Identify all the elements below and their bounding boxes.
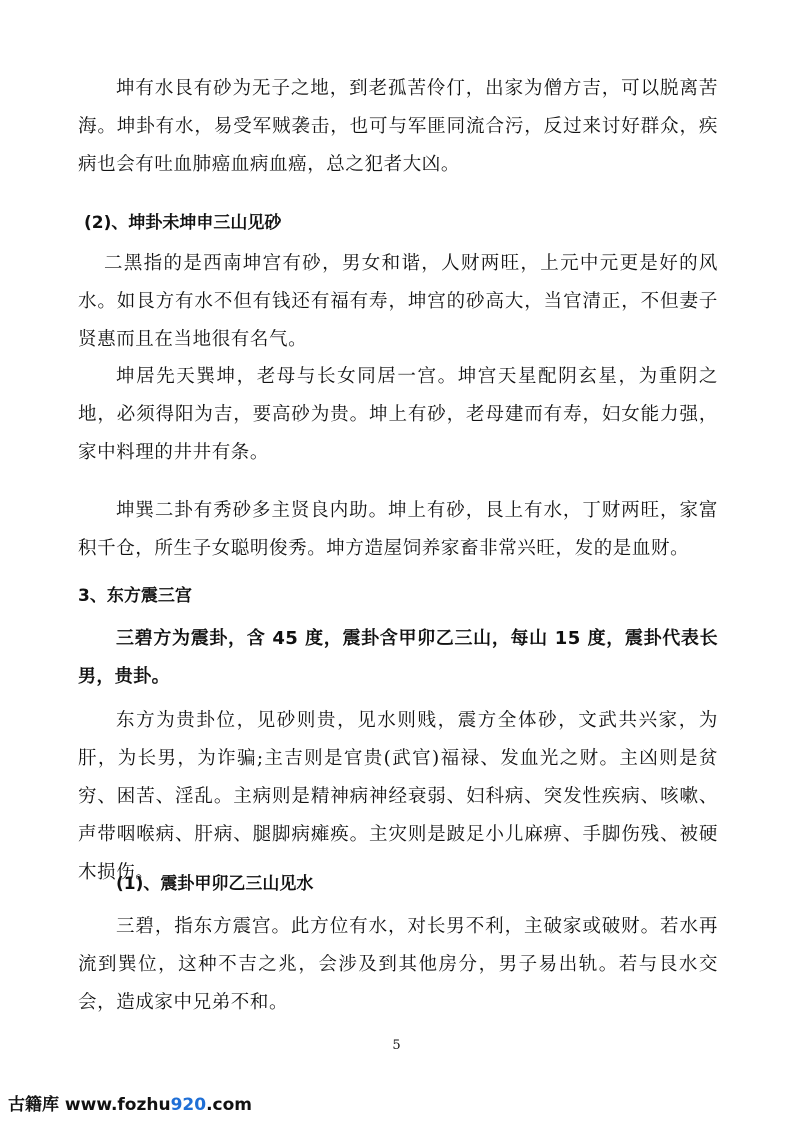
section-heading-zhen-water: (1)、震卦甲卯乙三山见水 [116,874,314,894]
paragraph-kun-xun: 坤巽二卦有秀砂多主贤良内助。坤上有砂，艮上有水，丁财两旺，家富积千仓，所生子女聪明俊秀。坤方造屋饲养家畜非常兴旺，发的是血财。 [78,500,718,559]
watermark-tail: .com [206,1095,253,1115]
section-heading-east-zhen: 3、东方震三宫 [78,586,192,606]
paragraph-zhen-definition: 三碧方为震卦，含 45 度，震卦含甲卯乙三山，每山 15 度，震卦代表长男，贵卦。 [78,628,718,687]
paragraph-zhen-description: 东方为贵卦位，见砂则贵，见水则贱，震方全体砂，文武共兴家，为肝，为长男，为诈骗;主吉则是官贵(武官)福禄、发血光之财。主凶则是贫穷、困苦、淫乱。主病则是精神病神经衰弱、妇科病、突发性疾病、咳嗽、声带咽喉病、肝病、腿脚病瘫痪。主灾则是跛足小儿麻痹、手脚伤残、被硬木损伤。 [78,710,718,883]
page-number: 5 [392,1038,401,1053]
watermark [8,1090,252,1115]
paragraph-erhei: 二黑指的是西南坤宫有砂，男女和谐，人财两旺，上元中元更是好的风水。如艮方有水不但有钱还有福有寿，坤宫的砂高大，当官清正，不但妻子贤惠而且在当地很有名气。 [78,253,718,350]
paragraph-kun-position: 坤居先天巽坤，老母与长女同居一宫。坤宫天星配阴玄星，为重阴之地，必须得阳为吉，要高砂为贵。坤上有砂，老母建而有寿，妇女能力强，家中料理的井井有条。 [78,366,718,463]
section-heading-kun-sand: (2)、坤卦未坤申三山见砂 [84,213,282,233]
watermark-text: 古籍库 www.fozhu [8,1095,171,1115]
paragraph-sanbi: 三碧，指东方震宫。此方位有水，对长男不利，主破家或破财。若水再流到巽位，这种不吉之兆，会涉及到其他房分，男子易出轨。若与艮水交会，造成家中兄弟不和。 [78,916,718,1013]
watermark-number: 920 [170,1095,207,1115]
paragraph-kun-water: 坤有水艮有砂为无子之地，到老孤苦伶仃，出家为僧方吉，可以脱离苦海。坤卦有水，易受军贼袭击，也可与军匪同流合污，反过来讨好群众，疾病也会有吐血肺癌血病血癌，总之犯者大凶。 [78,78,718,175]
